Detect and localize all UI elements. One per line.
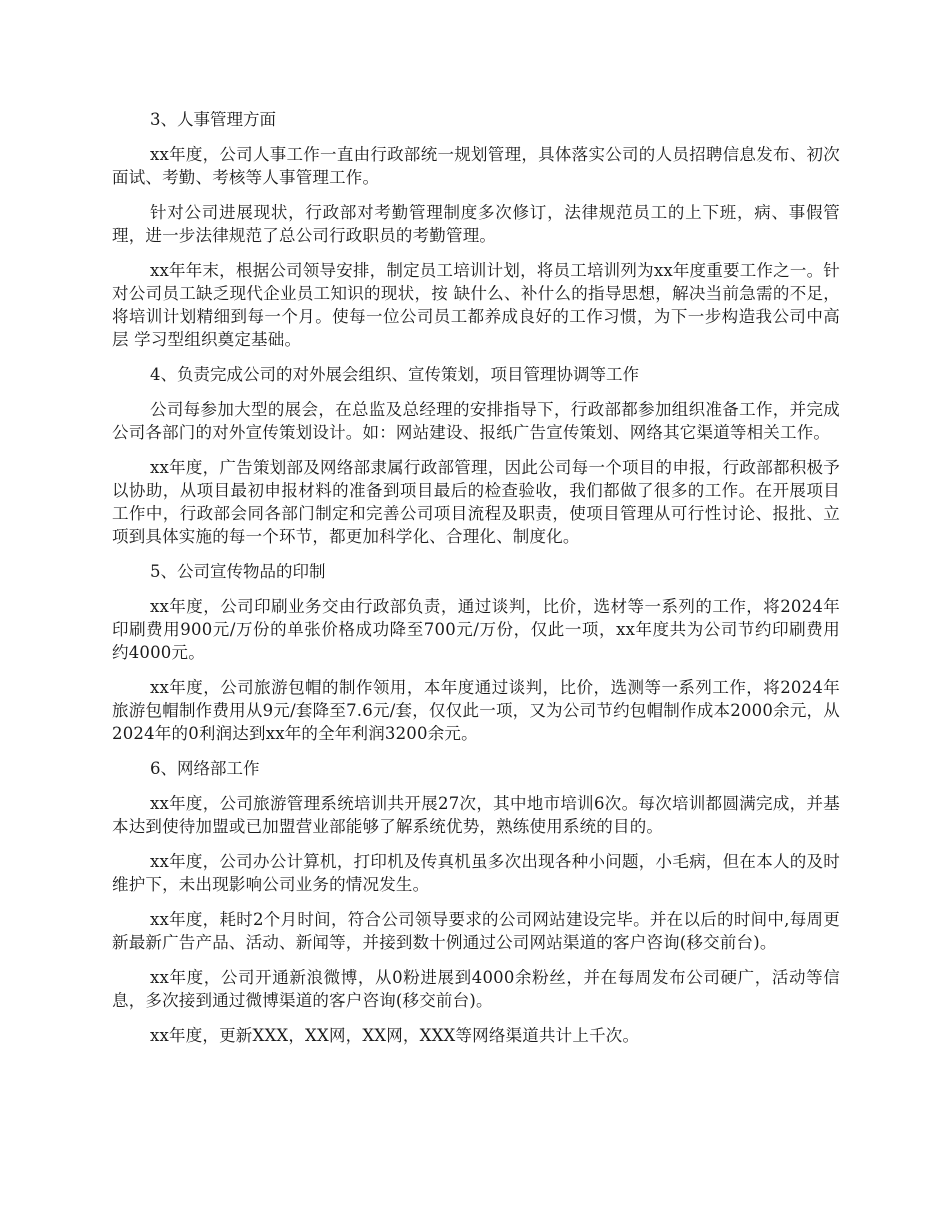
section-heading-printing: 5、公司宣传物品的印制 [150, 562, 326, 581]
paragraph: xx年度，广告策划部及网络部隶属行政部管理，因此公司每一个项目的申报，行政部都积极予以协助，从项目最初申报材料的准备到项目最后的检查验收，我们都做了很多的工作。在开展项目工作中，行政部会同各部门制定和完善公司项目流程及职责，使项目管理从可行性讨论、报批、立项到具体实施的每一个环节，都更加科学化、合理化、制度化。 [112, 458, 840, 546]
paragraph: xx年度，耗时2个月时间，符合公司领导要求的公司网站建设完毕。并在以后的时间中,每周更新最新广告产品、活动、新闻等，并接到数十例通过公司网站渠道的客户咨询(移交前台)。 [112, 910, 840, 952]
paragraph: xx年度，公司旅游管理系统培训共开展27次，其中地市培训6次。每次培训都圆满完成，并基本达到使待加盟或已加盟营业部能够了解系统优势，熟练使用系统的目的。 [112, 794, 840, 836]
section-heading-network: 6、网络部工作 [150, 759, 260, 778]
paragraph: xx年度，更新XXX，XX网，XX网，XXX等网络渠道共计上千次。 [150, 1026, 640, 1045]
paragraph: 公司每参加大型的展会，在总监及总经理的安排指导下，行政部都参加组织准备工作，并完成公司各部门的对外宣传策划设计。如：网站建设、报纸广告宣传策划、网络其它渠道等相关工作。 [112, 400, 840, 442]
paragraph: xx年度，公司办公计算机，打印机及传真机虽多次出现各种小问题，小毛病，但在本人的及时维护下，未出现影响公司业务的情况发生。 [112, 852, 840, 894]
paragraph: xx年度，公司旅游包帽的制作领用，本年度通过谈判，比价，选测等一系列工作，将2024年旅游包帽制作费用从9元/套降至7.6元/套，仅仅此一项，又为公司节约包帽制作成本2000余元，从2024年的0利润达到xx年的全年利润3200余元。 [112, 678, 840, 743]
document-body [112, 108, 840, 1059]
paragraph: xx年度，公司开通新浪微博，从0粉进展到4000余粉丝，并在每周发布公司硬广，活动等信息，多次接到通过微博渠道的客户咨询(移交前台)。 [112, 968, 840, 1010]
paragraph: xx年年末，根据公司领导安排，制定员工培训计划，将员工培训列为xx年度重要工作之一。针对公司员工缺乏现代企业员工知识的现状，按 缺什么、补什么的指导思想，解决当前急需的不足，将培训计划精细到每一个月。使每一位公司员工都养成良好的工作习惯，为下一步构造我公司中高层 学习型组织奠定基础。 [112, 261, 840, 349]
section-heading-hr: 3、人事管理方面 [150, 110, 276, 129]
paragraph: xx年度，公司人事工作一直由行政部统一规划管理，具体落实公司的人员招聘信息发布、初次面试、考勤、考核等人事管理工作。 [112, 145, 840, 187]
section-heading-exhibition: 4、负责完成公司的对外展会组织、宣传策划，项目管理协调等工作 [150, 365, 639, 384]
paragraph: 针对公司进展现状，行政部对考勤管理制度多次修订，法律规范员工的上下班，病、事假管理，进一步法律规范了总公司行政职员的考勤管理。 [112, 203, 840, 245]
paragraph: xx年度，公司印刷业务交由行政部负责，通过谈判，比价，选材等一系列的工作，将2024年印刷费用900元/万份的单张价格成功降至700元/万份，仅此一项，xx年度共为公司节约印刷费用约4000元。 [112, 597, 840, 662]
